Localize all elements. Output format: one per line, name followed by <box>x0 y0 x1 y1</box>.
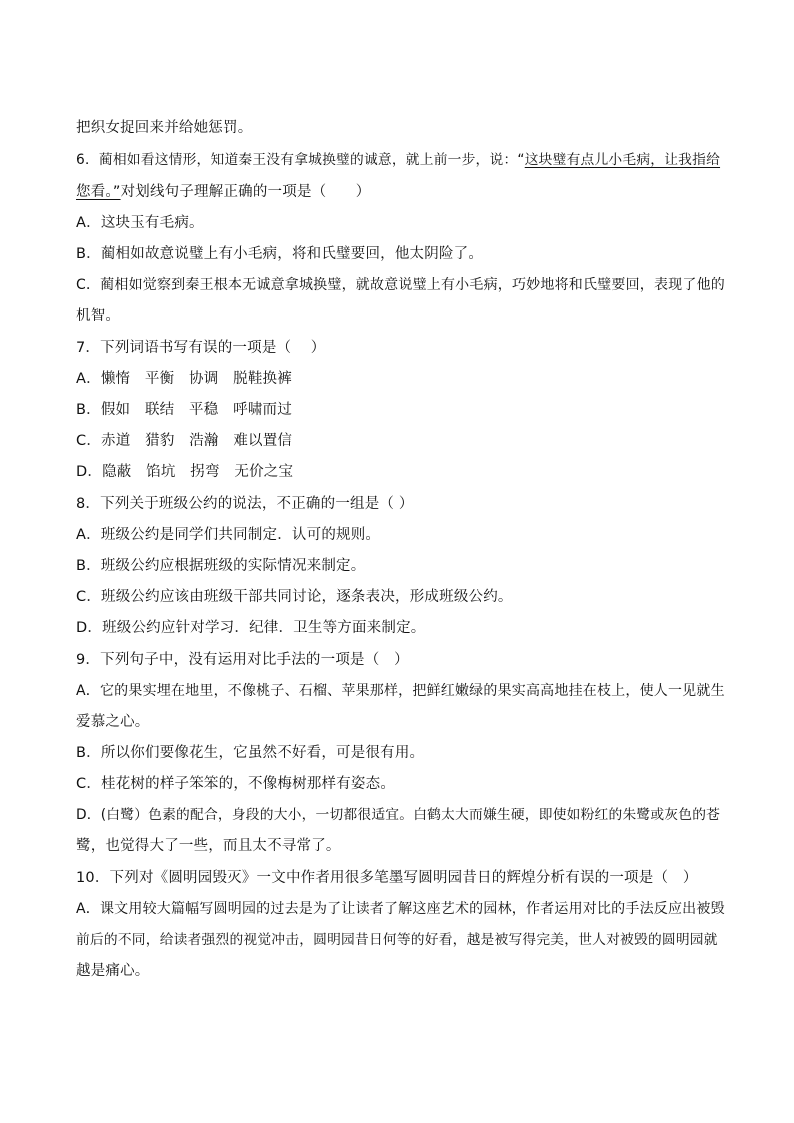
continuation-text: 把织女捉回来并给她惩罚。 <box>76 120 253 136</box>
question-8-option-a: A．班级公约是同学们共同制定．认可的规则。 <box>76 527 381 543</box>
question-6-stem-line2 <box>76 182 721 202</box>
question-9-stem: 9．下列句子中，没有运用对比手法的一项是（ ） <box>76 652 409 668</box>
question-6-underlined-text: 这块璧有点儿小毛病，让我指给 <box>524 152 721 168</box>
question-7-stem: 7．下列词语书写有误的一项是（ ） <box>76 340 326 356</box>
question-10-option-a-cont2: 越是痛心。 <box>76 963 150 979</box>
question-9-option-b: B．所以你们要像花生，它虽然不好看，可是很有用。 <box>76 745 425 761</box>
question-6-stem-text: 6．蔺相如看这情形，知道秦王没有拿城换璧的诚意，就上前一步，说：“ <box>76 152 525 168</box>
question-7-option-a: A．懒惰 平衡 协调 脱鞋换裤 <box>76 371 292 387</box>
question-9-option-a: A．它的果实埋在地里，不像桃子、石榴、苹果那样，把鲜红嫩绿的果实高高地挂在枝上，使人一见就生 <box>76 683 725 699</box>
question-8-stem: 8．下列关于班级公约的说法，不正确的一组是（ ） <box>76 496 414 512</box>
question-6-option-a: A．这块玉有毛病。 <box>76 215 204 231</box>
question-10-stem: 10．下列对《圆明园毁灭》一文中作者用很多笔墨写圆明园昔日的辉煌分析有误的一项是（ ） <box>76 870 698 886</box>
question-6-stem-line1 <box>76 150 721 170</box>
question-8-option-b: B．班级公约应根据班级的实际情况来制定。 <box>76 558 366 574</box>
question-6-option-c: C．蔺相如觉察到秦王根本无诚意拿城换璧，就故意说璧上有小毛病，巧妙地将和氏璧要回，表现了他的 <box>76 277 725 293</box>
question-9-option-d: D．(白鹭）色素的配合，身段的大小，一切都很适宜。白鹤太大而嫌生硬，即使如粉红的朱鹭或灰色的苍 <box>76 807 721 823</box>
question-7-option-d: D．隐蔽 馅坑 拐弯 无价之宝 <box>76 464 294 480</box>
question-8-option-c: C．班级公约应该由班级干部共同讨论，逐条表决，形成班级公约。 <box>76 589 513 605</box>
question-10-option-a-cont1: 前后的不同，给读者强烈的视觉冲击，圆明园昔日何等的好看，越是被写得完美，世人对被毁的圆明园就 <box>76 932 718 948</box>
question-7-option-b: B．假如 联结 平稳 呼啸而过 <box>76 402 292 418</box>
question-8-option-d: D．班级公约应针对学习．纪律．卫生等方面来制定。 <box>76 620 426 636</box>
question-6-stem-end: 对划线句子理解正确的一项是（ ） <box>120 184 371 200</box>
question-7-option-c: C．赤道 猎豹 浩瀚 难以置信 <box>76 433 293 449</box>
question-9-option-a-cont: 爱慕之心。 <box>76 714 150 730</box>
question-10-option-a: A．课文用较大篇幅写圆明园的过去是为了让读者了解这座艺术的园林，作者运用对比的手法反应出被毁 <box>76 901 725 917</box>
question-6-option-c-cont: 机智。 <box>76 308 121 324</box>
question-9-option-c: C．桂花树的样子笨笨的，不像梅树那样有姿态。 <box>76 776 396 792</box>
question-6-underlined-text-cont: 您看。” <box>76 184 121 200</box>
question-6-option-b: B．蔺相如故意说璧上有小毛病，将和氏璧要回，他太阴险了。 <box>76 246 484 262</box>
question-9-option-d-cont: 鹭，也觉得大了一些，而且太不寻常了。 <box>76 838 341 854</box>
